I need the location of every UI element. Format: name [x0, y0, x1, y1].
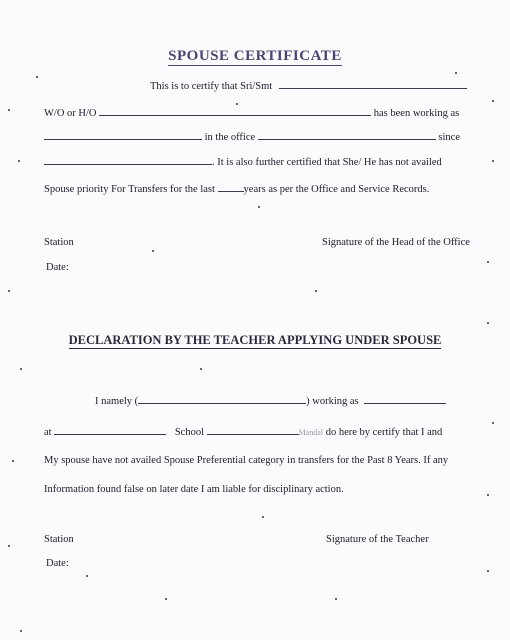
scan-speck: [487, 570, 489, 572]
scan-speck: [200, 368, 202, 370]
since-date-blank[interactable]: [44, 155, 212, 165]
years-blank[interactable]: [218, 182, 244, 192]
scan-speck: [152, 250, 154, 252]
certificate-line-2: [44, 106, 459, 119]
declaration-station: Station: [44, 534, 74, 545]
hereby-certify-text: do here by certify that I and: [325, 427, 443, 438]
scan-speck: [165, 598, 167, 600]
certificate-station: Station: [44, 237, 74, 248]
head-of-office-signature: Signature of the Head of the Office: [322, 237, 470, 248]
certificate-line-4: [44, 155, 442, 168]
scan-speck: [20, 368, 22, 370]
scan-speck: [315, 290, 317, 292]
working-as-decl-text: ) working as: [306, 396, 359, 407]
certificate-line-3: [44, 130, 460, 143]
declaration-title: [0, 333, 510, 348]
in-office-text: in the office: [204, 132, 256, 143]
declaration-title-text: DECLARATION BY THE TEACHER APPLYING UNDER SPOUSE: [68, 333, 442, 347]
declaration-line-3: My spouse have not availed Spouse Preferential category in transfers for the Past 8 Years. If any: [44, 455, 449, 466]
working-as-text: has been working as: [373, 108, 460, 119]
certify-text: This is to certify that Sri/Smt: [150, 81, 273, 92]
further-certified-text: . It is also further certified that She/ He has not availed: [212, 157, 442, 168]
scan-speck: [86, 575, 88, 577]
name-blank[interactable]: [279, 79, 467, 89]
scan-speck: [8, 545, 10, 547]
office-blank[interactable]: [258, 130, 436, 140]
certificate-line-5: [44, 182, 429, 195]
years-records-text: years as per the Office and Service Records.: [243, 184, 430, 195]
mandal-faded-text: Mandal: [298, 428, 324, 437]
spouse-priority-text: Spouse priority For Transfers for the last: [44, 184, 215, 195]
certificate-title: [0, 48, 510, 65]
since-text: since: [438, 132, 460, 143]
scan-speck: [18, 160, 20, 162]
school-blank[interactable]: [207, 425, 299, 435]
designation-blank[interactable]: [44, 130, 202, 140]
scan-speck: [492, 100, 494, 102]
scan-speck: [8, 109, 10, 111]
scan-speck: [487, 322, 489, 324]
namely-text: I namely (: [95, 396, 139, 407]
at-text: at: [44, 427, 52, 438]
teacher-name-blank[interactable]: [138, 394, 306, 404]
scan-speck: [455, 72, 457, 74]
declaration-line-4: Information found false on later date I am liable for disciplinary action.: [44, 484, 344, 495]
scan-speck: [236, 103, 238, 105]
certificate-date: Date:: [46, 262, 69, 273]
scan-speck: [492, 160, 494, 162]
scan-speck: [492, 422, 494, 424]
scan-speck: [20, 630, 22, 632]
at-blank[interactable]: [54, 425, 166, 435]
scan-speck: [36, 76, 38, 78]
scan-speck: [262, 516, 264, 518]
scan-speck: [258, 206, 260, 208]
scan-speck: [8, 290, 10, 292]
school-text: School: [174, 427, 204, 438]
teacher-designation-blank[interactable]: [364, 394, 446, 404]
scan-speck: [12, 460, 14, 462]
certificate-line-1: [150, 79, 467, 92]
declaration-line-1: [95, 394, 446, 407]
scan-speck: [487, 261, 489, 263]
declaration-line-2: [44, 425, 442, 438]
scan-speck: [335, 598, 337, 600]
wo-ho-label: W/O or H/O: [44, 108, 97, 119]
scan-speck: [487, 494, 489, 496]
teacher-signature: Signature of the Teacher: [326, 534, 429, 545]
spouse-name-blank[interactable]: [99, 106, 371, 116]
certificate-title-text: SPOUSE CERTIFICATE: [168, 48, 342, 64]
declaration-date: Date:: [46, 558, 69, 569]
